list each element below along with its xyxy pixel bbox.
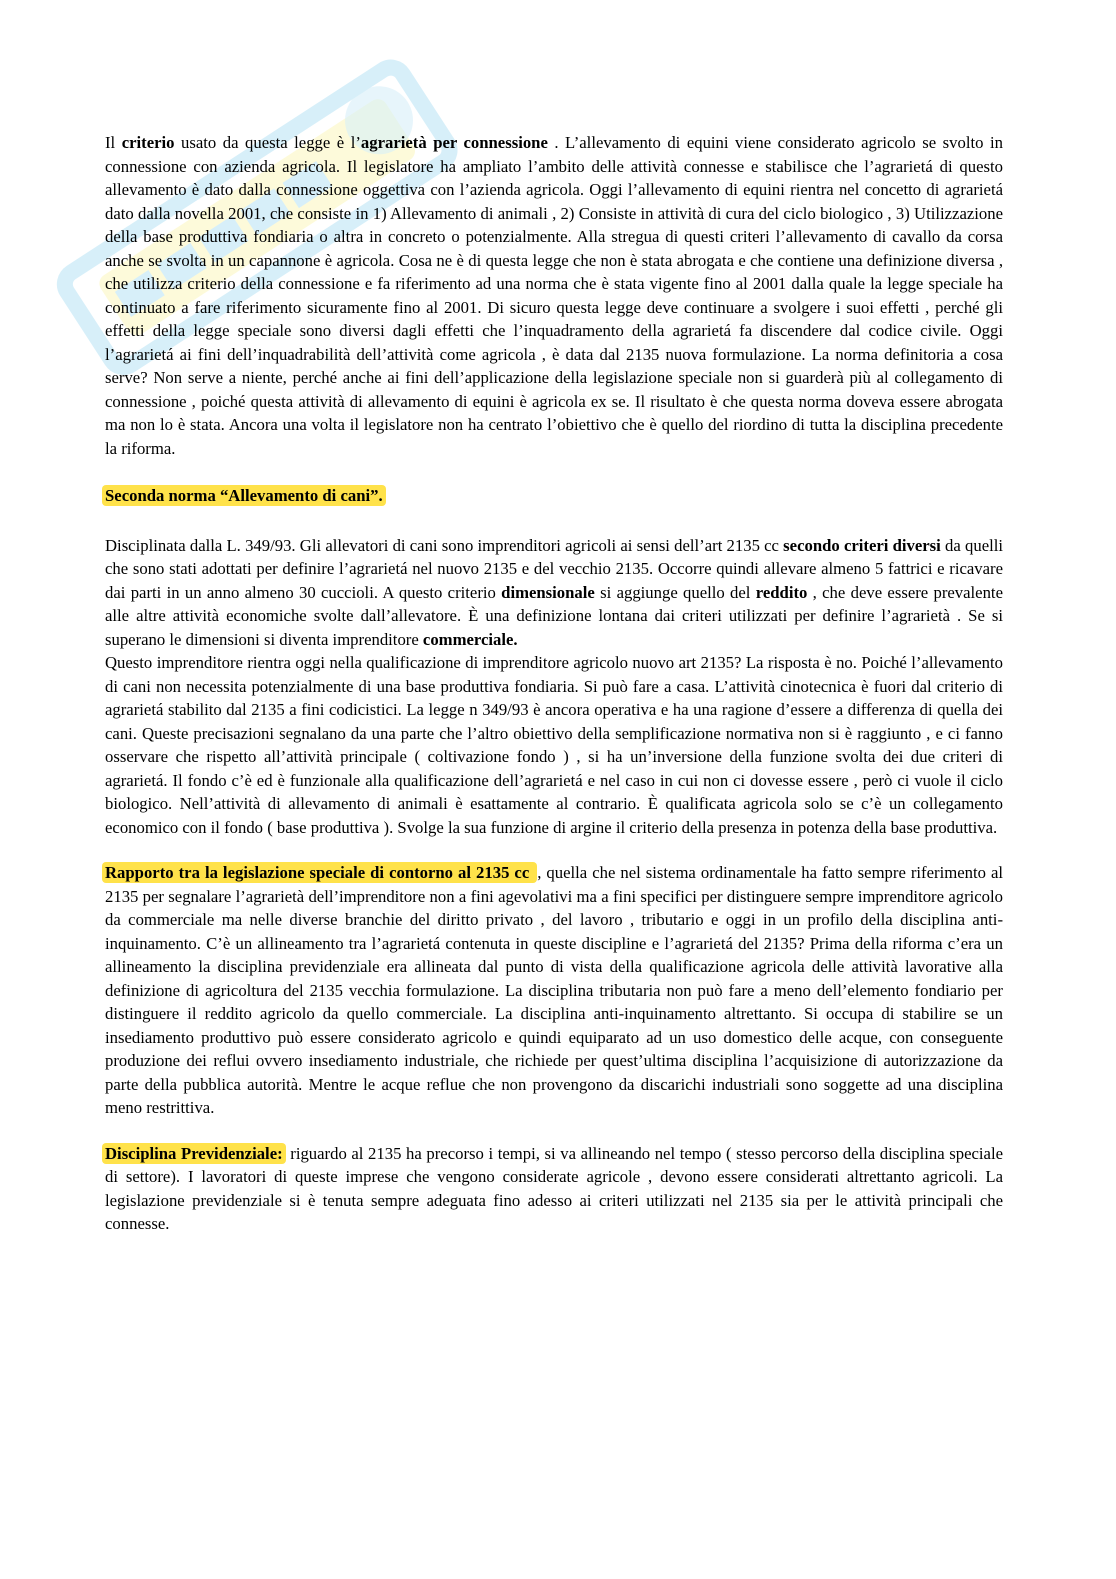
text-run: , che deve essere prevalente alle altre attività economiche svolte dall’allevatore. È una definizione lontana dai criteri utilizzati per definire l’agrarietà . Se si superano le dimensioni si diventa imprenditore (105, 582, 1003, 649)
highlighted-heading: Rapporto tra la legislazione speciale di contorno al 2135 cc (102, 862, 537, 883)
paragraph-imprenditore-cinotecnico: Questo imprenditore rientra oggi nella qualificazione di imprenditore agricolo nuovo art 2135? La risposta è no. Poiché l’allevamento di cani non necessita potenzialmente di una base produttiva fondiaria. Si può fare a casa. L’attività cinotecnica è fuori dal criterio di agrarietá stabilito dal 2135 a fini codicistici. La legge n 349/93 è ancora operativa e ha una ragione d’essere a differenza di quella dei cani. Queste precisazioni segnalano da una parte che l’altro obiettivo della semplificazione normativa non si è raggiunto , e ci fanno osservare che rispetto all’attività principale ( coltivazione fondo ) , si ha un’inversione della funzione svolta dei due criteri di agrarietá. Il fondo c’è ed è funzionale alla qualificazione dell’agrarietá e nel caso in cui non ci dovesse essere , però ci vuole il ciclo biologico. Nell’attività di allevamento di animali è esattamente al contrario. È qualificata agricola solo se c’è un collegamento economico con il fondo ( base produttiva ). Svolge la sua funzione di argine il criterio della presenza in potenza della base produttiva. (105, 653, 1003, 837)
highlighted-heading: Disciplina Previdenziale: (102, 1143, 286, 1164)
bold-term: agrarietà per connessione (360, 133, 548, 152)
text-run: riguardo al 2135 ha precorso i tempi, si va allineando nel tempo ( stesso percorso della disciplina speciale di settore). I lavoratori di queste imprese che vengono considerate agricole , devono essere considerati altrettanto agricoli. La legislazione previdenziale si è tenuta sempre adeguata fino adesso ai criteri utilizzati nel 2135 sia per le attività principali che connesse. (105, 1143, 1003, 1233)
section-heading-allevamento-cani (105, 484, 1003, 508)
text-run: usato da questa legge è l’ (174, 133, 361, 152)
paragraph-agrarieta-connessione (105, 131, 1003, 460)
bold-term: criterio (121, 133, 175, 152)
bold-term: commerciale. (422, 629, 518, 649)
document-page (105, 131, 1003, 1236)
bold-term: secondo criteri diversi (783, 535, 941, 555)
paragraph-allevamento-cani (105, 534, 1003, 652)
bold-term: reddito (755, 582, 808, 602)
text-run: Disciplinata dalla L. 349/93. Gli allevatori di cani sono imprenditori agricoli ai sensi dell’art 2135 cc (105, 535, 784, 555)
highlighted-heading: Seconda norma “Allevamento di cani”. (102, 485, 386, 506)
text-run: . L’allevamento di equini viene considerato agricolo se svolto in connessione con azienda agricola. Il legislatore ha ampliato l’ambito delle attività connesse e stabilisce che l’agrarietá di questo allevamento è dato dalla connessione oggettiva con l’azienda agricola. Oggi l’allevamento di equini rientra nel concetto di agrarietá dato dalla novella 2001, che consiste in 1) Allevamento di animali , 2) Consiste in attività di cura del ciclo biologico , 3) Utilizzazione della base produttiva fondiaria o altra in concreto o potenzialmente. Alla stregua di questi criteri l’allevamento di cavallo da corsa anche se svolta in un capannone è agricola. Cosa ne è di questa legge che non è stata abrogata e che contiene una definizione diversa , che utilizza criterio della connessione e fa riferimento ad una norma che è stata vigente fino al 2001 dalla quale la legge speciale ha continuato a fare riferimento sicuramente fino al 2001. Di sicuro questa legge deve continuare a svolgere i suoi effetti , perché gli effetti della legge speciale sono diversi dagli effetti che l’inquadramento della agrarietá fa discendere dal codice civile. Oggi l’agrarietá ai fini dell’inquadrabilità dell’attività come agricola , è data dal 2135 nuova formulazione. La norma definitoria a cosa serve? Non serve a niente, perché anche ai fini dell’applicazione della legislazione speciale non si guarderà più al collegamento di connessione , poiché questa attività di allevamento di equini è agricola ex se. Il risultato è che questa norma doveva essere abrogata ma non lo è stata. Ancora una volta il legislatore non ha centrato l’obiettivo che è quello del riordino di tutta la disciplina precedente la riforma. (105, 133, 1003, 458)
text-run: si aggiunge quello del (594, 582, 756, 602)
paragraph-legislazione-speciale (105, 861, 1003, 1120)
text-run: da quelli che sono stati adottati per definire l’agrarietá nel nuovo 2135 e del vecchio 2135. Occorre quindi allevare almeno 5 fattrici e ricavare dai parti in un anno almeno 30 cuccioli. A questo criterio (105, 535, 1004, 602)
paragraph-disciplina-previdenziale (105, 1142, 1003, 1236)
text-run: , quella che nel sistema ordinamentale ha fatto sempre riferimento al 2135 per segnalare l’agrarietà dell’imprenditore non a fini agevolativi ma a fini specifici per distinguere sempre imprenditore agricolo da commerciale ma nelle diverse branchie del diritto privato , del lavoro , tributario e oggi in un profilo della disciplina anti-inquinamento. C’è un allineamento tra l’agrarietá contenuta in queste discipline e l’agrarietá del 2135? Prima della riforma c’era un allineamento la disciplina previdenziale era allineata dal punto di vista della qualificazione agricola delle attività lavorative alla definizione di agricoltura del 2135 vecchia formulazione. La disciplina tributaria non può fare a meno dell’elemento fondiario per distinguere il reddito agricolo da quello commerciale. La disciplina anti-inquinamento altrettanto. Si occupa di stabilire se un insediamento produttivo può essere considerato agricolo e quindi equiparato ad un uso domestico delle acque, con conseguente produzione dei reflui ovvero insediamento industriale, che richiede per quest’ultima disciplina l’acquisizione di autorizzazione da parte della pubblica autorità. Mentre le acque reflue che non provengono da discarichi industriali sono soggette ad una disciplina meno restrittiva. (105, 863, 1003, 1117)
text-run: Il (105, 133, 122, 152)
bold-term: dimensionale (501, 582, 595, 602)
